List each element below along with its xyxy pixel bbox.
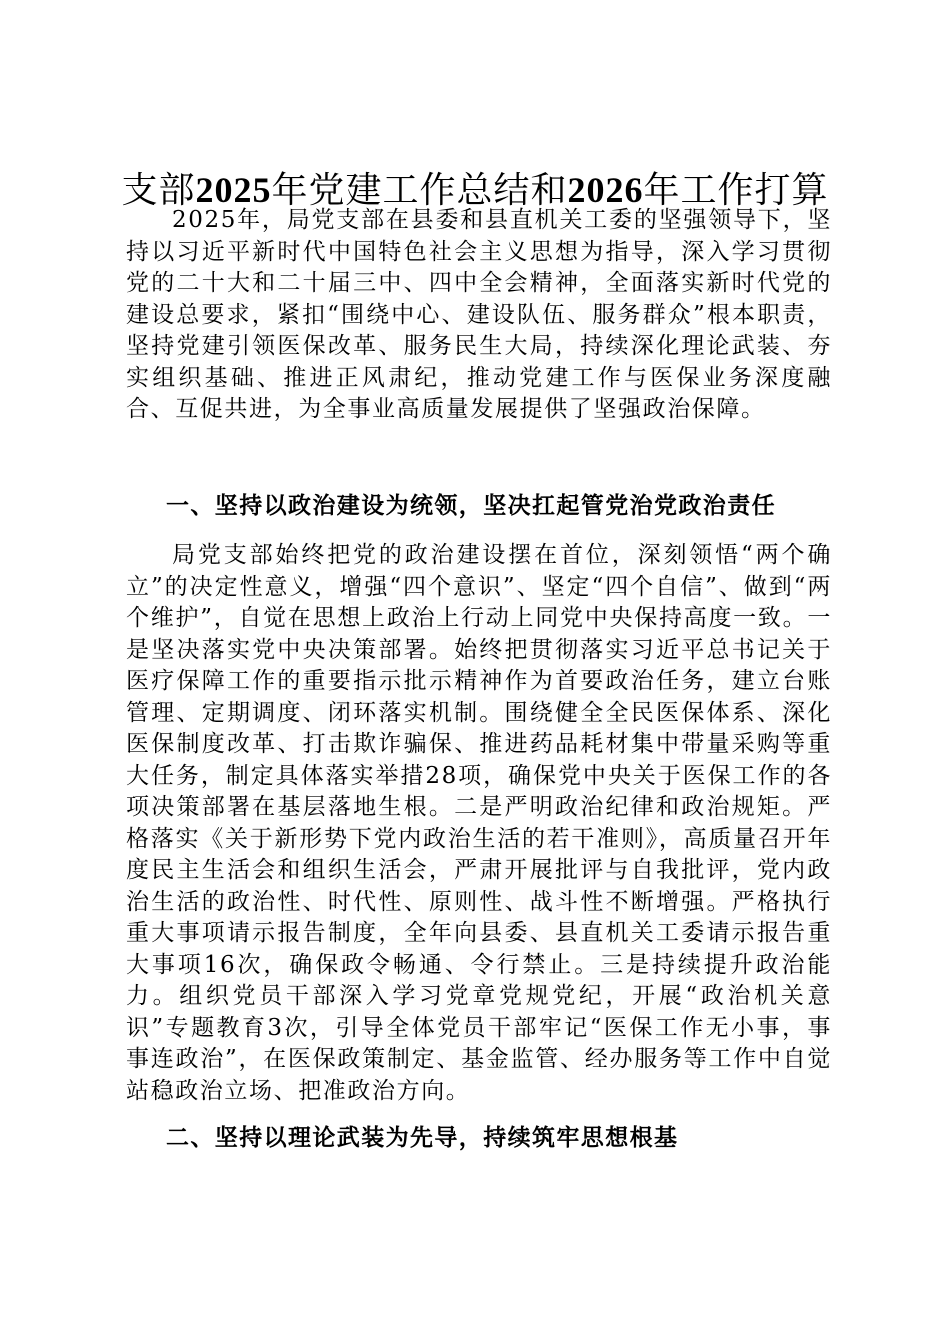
title-part-3: 年工作打算 [643,170,829,211]
title-part-1: 支部 [121,170,196,211]
section-heading-1: 一、坚持以政治建设为统领，坚决扛起管党治党政治责任 [166,492,776,519]
section-1-paragraph: 局党支部始终把党的政治建设摆在首位，深刻领悟“两个确立”的决定性意义，增强“四个意识”、坚定“四个自信”、做到“两个维护”，自觉在思想上政治上行动上同党中央保持高度一致。一是坚决落实党中央决策部署。始终把贯彻落实习近平总书记关于医疗保障工作的重要指示批示精神作为首要政治任务，建立台账管理、定期调度、闭环落实机制。围绕健全全民医保体系、深化医保制度改革、打击欺诈骗保、推进药品耗材集中带量采购等重大任务，制定具体落实举措28项，确保党中央关于医保工作的各项决策部署在基层落地生根。二是严明政治纪律和政治规矩。严格落实《关于新形势下党内政治生活的若干准则》，高质量召开年度民主生活会和组织生活会，严肃开展批评与自我批评，党内政治生活的政治性、时代性、原则性、战斗性不断增强。严格执行重大事项请示报告制度，全年向县委、县直机关工委请示报告重大事项16次，确保政令畅通、令行禁止。三是持续提升政治能力。组织党员干部深入学习党章党规党纪，开展“政治机关意识”专题教育3次，引导全体党员干部牢记“医保工作无小事，事事连政治”，在医保政策制定、基金监管、经办服务等工作中自觉站稳政治立场、把准政治方向。 [126,542,832,1104]
intro-paragraph: 2025年，局党支部在县委和县直机关工委的坚强领导下，坚持以习近平新时代中国特色社会主义思想为指导，深入学习贯彻党的二十大和二十届三中、四中全会精神，全面落实新时代党的建设总要求，紧扣“围绕中心、建设队伍、服务群众”根本职责，坚持党建引领医保改革、服务民生大局，持续深化理论武装、夯实组织基础、推进正风肃纪，推动党建工作与医保业务深度融合、互促共进，为全事业高质量发展提供了坚强政治保障。 [126,207,832,422]
title-year-2: 2026 [567,170,644,210]
title-year-1: 2025 [195,170,272,210]
title-part-2: 年党建工作总结和 [271,170,568,211]
section-heading-2: 二、坚持以理论武装为先导，持续筑牢思想根基 [166,1124,679,1151]
